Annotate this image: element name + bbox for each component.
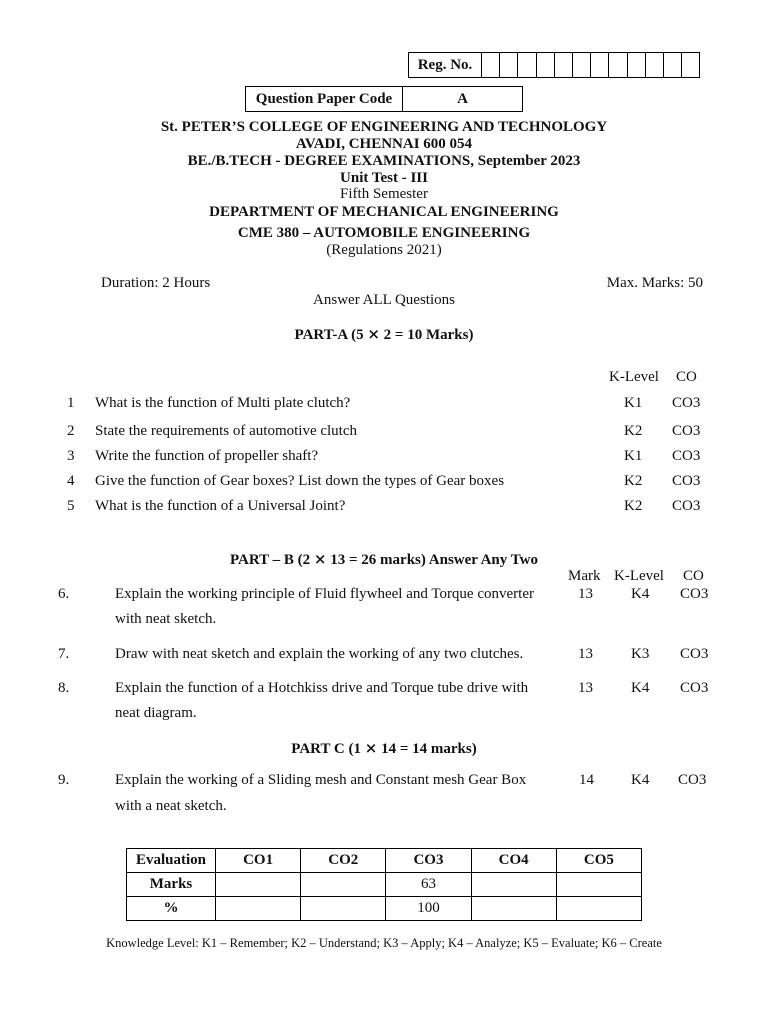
reg-no-digit-box[interactable] bbox=[682, 53, 699, 77]
part-b-question-line1: Draw with neat sketch and explain the working of any two clutches. bbox=[115, 646, 524, 662]
part-b-question-number: 6. bbox=[58, 586, 70, 602]
reg-no-digit-box[interactable] bbox=[555, 53, 573, 77]
part-b-question-line2: neat diagram. bbox=[115, 705, 197, 721]
evaluation-cell bbox=[301, 873, 386, 897]
reg-no-digit-box[interactable] bbox=[591, 53, 609, 77]
reg-no-digit-box[interactable] bbox=[628, 53, 646, 77]
evaluation-row-percent bbox=[127, 897, 642, 921]
duration: Duration: 2 Hours bbox=[101, 275, 211, 291]
part-a-question-number: 4 bbox=[67, 473, 75, 489]
part-b-klevel-header: K-Level bbox=[614, 568, 664, 584]
part-c-question-co: CO3 bbox=[678, 772, 707, 788]
part-a-question-text: What is the function of a Universal Joint? bbox=[95, 498, 346, 514]
part-b-question-klevel: K4 bbox=[631, 680, 650, 696]
part-c-question-mark: 14 bbox=[579, 772, 594, 788]
reg-no-digit-box[interactable] bbox=[537, 53, 555, 77]
reg-no-digit-box[interactable] bbox=[500, 53, 518, 77]
evaluation-header-cell: Evaluation bbox=[127, 849, 216, 873]
part-a-title: PART-A (5 ⨯ 2 = 10 Marks) bbox=[294, 327, 474, 343]
evaluation-cell bbox=[556, 897, 641, 921]
part-b-question-klevel: K3 bbox=[631, 646, 650, 662]
evaluation-table bbox=[126, 848, 642, 921]
question-paper-code-label: Question Paper Code bbox=[246, 87, 403, 111]
evaluation-header-row bbox=[127, 849, 642, 873]
evaluation-header-cell: CO1 bbox=[216, 849, 301, 873]
reg-no-box bbox=[408, 52, 700, 78]
part-a-question-number: 5 bbox=[67, 498, 75, 514]
part-b-question-co: CO3 bbox=[680, 680, 709, 696]
department: DEPARTMENT OF MECHANICAL ENGINEERING bbox=[209, 204, 559, 220]
part-b-question-mark: 13 bbox=[578, 586, 593, 602]
part-a-question-co: CO3 bbox=[672, 498, 701, 514]
part-b-question-line1: Explain the working principle of Fluid flywheel and Torque converter bbox=[115, 586, 534, 602]
regulations: (Regulations 2021) bbox=[326, 242, 442, 258]
evaluation-cell bbox=[216, 873, 301, 897]
course-title: CME 380 – AUTOMOBILE ENGINEERING bbox=[237, 225, 531, 241]
part-a-question-klevel: K2 bbox=[624, 473, 643, 489]
part-a-question-klevel: K2 bbox=[624, 498, 643, 514]
instruction: Answer ALL Questions bbox=[313, 292, 455, 308]
part-b-question-number: 7. bbox=[58, 646, 70, 662]
part-b-question-line1: Explain the function of a Hotchkiss drive and Torque tube drive with bbox=[115, 680, 529, 696]
part-c-title: PART C (1 ⨯ 14 = 14 marks) bbox=[291, 741, 477, 757]
college-name: St. PETER’S COLLEGE OF ENGINEERING AND TECHNOLOGY bbox=[160, 119, 608, 135]
part-a-question-text: Write the function of propeller shaft? bbox=[95, 448, 319, 464]
evaluation-header-cell: CO4 bbox=[471, 849, 556, 873]
reg-no-digit-box[interactable] bbox=[646, 53, 664, 77]
evaluation-header-cell: CO2 bbox=[301, 849, 386, 873]
part-c-question-klevel: K4 bbox=[631, 772, 650, 788]
question-paper-code-box bbox=[245, 86, 523, 112]
part-a-question-number: 3 bbox=[67, 448, 75, 464]
part-b-question-klevel: K4 bbox=[631, 586, 650, 602]
part-a-question-klevel: K1 bbox=[624, 395, 643, 411]
part-a-question-number: 2 bbox=[67, 423, 75, 439]
part-a-question-text: What is the function of Multi plate clutch? bbox=[95, 395, 351, 411]
part-a-question-number: 1 bbox=[67, 395, 75, 411]
part-a-question-text: State the requirements of automotive clutch bbox=[95, 423, 358, 439]
part-b-question-mark: 13 bbox=[578, 680, 593, 696]
part-c-question-number: 9. bbox=[58, 772, 70, 788]
max-marks: Max. Marks: 50 bbox=[606, 275, 703, 291]
evaluation-header-cell: CO3 bbox=[386, 849, 471, 873]
part-b-question-co: CO3 bbox=[680, 586, 709, 602]
evaluation-cell bbox=[301, 897, 386, 921]
reg-no-digit-box[interactable] bbox=[518, 53, 536, 77]
part-b-question-mark: 13 bbox=[578, 646, 593, 662]
semester: Fifth Semester bbox=[340, 186, 428, 202]
part-a-question-text: Give the function of Gear boxes? List down the types of Gear boxes bbox=[95, 473, 505, 489]
knowledge-level-footer: Knowledge Level: K1 – Remember; K2 – Understand; K3 – Apply; K4 – Analyze; K5 – Evaluate; K6 – Create bbox=[106, 936, 662, 950]
part-c-question-line1: Explain the working of a Sliding mesh and Constant mesh Gear Box bbox=[115, 772, 527, 788]
evaluation-cell bbox=[471, 873, 556, 897]
evaluation-row-marks bbox=[127, 873, 642, 897]
part-a-question-klevel: K2 bbox=[624, 423, 643, 439]
evaluation-row-label: Marks bbox=[127, 873, 216, 897]
reg-no-digit-box[interactable] bbox=[609, 53, 627, 77]
part-a-question-co: CO3 bbox=[672, 395, 701, 411]
evaluation-cell bbox=[471, 897, 556, 921]
part-c-question-line2: with a neat sketch. bbox=[115, 798, 227, 814]
part-b-title: PART – B (2 ⨯ 13 = 26 marks) Answer Any Two bbox=[230, 552, 538, 568]
evaluation-cell: 100 bbox=[386, 897, 471, 921]
part-b-mark-header: Mark bbox=[568, 568, 601, 584]
part-a-co-header: CO bbox=[676, 369, 697, 385]
college-location: AVADI, CHENNAI 600 054 bbox=[295, 136, 473, 152]
evaluation-cell: 63 bbox=[386, 873, 471, 897]
test-title: Unit Test - III bbox=[340, 170, 428, 186]
question-paper-code-value: A bbox=[457, 90, 468, 107]
evaluation-header-cell: CO5 bbox=[556, 849, 641, 873]
exam-title: BE./B.TECH - DEGREE EXAMINATIONS, September 2023 bbox=[187, 153, 581, 169]
part-b-question-number: 8. bbox=[58, 680, 70, 696]
part-b-question-line2: with neat sketch. bbox=[115, 611, 217, 627]
reg-no-digit-box[interactable] bbox=[482, 53, 500, 77]
evaluation-cell bbox=[216, 897, 301, 921]
evaluation-row-label: % bbox=[127, 897, 216, 921]
part-b-question-co: CO3 bbox=[680, 646, 709, 662]
part-a-question-co: CO3 bbox=[672, 423, 701, 439]
part-a-question-co: CO3 bbox=[672, 473, 701, 489]
part-b-co-header: CO bbox=[683, 568, 704, 584]
evaluation-cell bbox=[556, 873, 641, 897]
part-a-question-klevel: K1 bbox=[624, 448, 643, 464]
reg-no-digit-box[interactable] bbox=[664, 53, 682, 77]
reg-no-digit-box[interactable] bbox=[573, 53, 591, 77]
part-a-question-co: CO3 bbox=[672, 448, 701, 464]
part-a-klevel-header: K-Level bbox=[609, 369, 659, 385]
reg-no-label: Reg. No. bbox=[409, 53, 482, 77]
